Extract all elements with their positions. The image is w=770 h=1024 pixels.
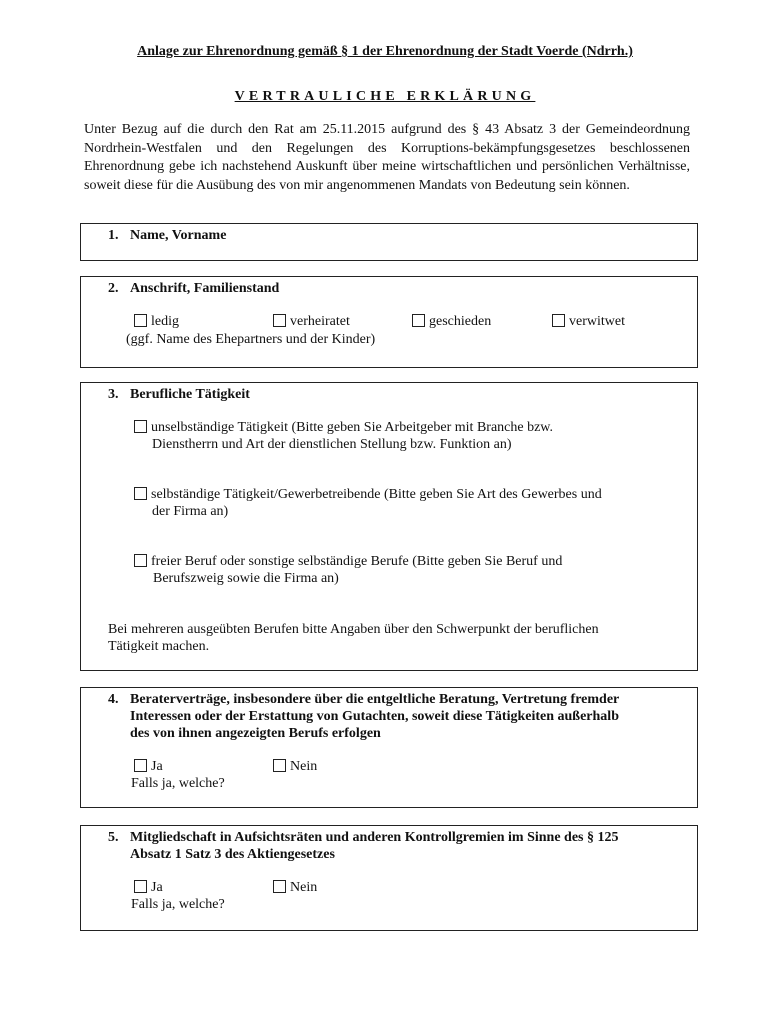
section-4-title-line2: Interessen oder der Erstattung von Gutachten, soweit diese Tätigkeiten außerhalb <box>130 709 619 724</box>
option-geschieden-label: geschieden <box>429 314 492 329</box>
section-3-title: Berufliche Tätigkeit <box>130 387 250 402</box>
checkbox-geschieden[interactable] <box>412 314 425 327</box>
checkbox-employed[interactable] <box>134 420 147 433</box>
option-supervisory-no-label: Nein <box>290 880 318 895</box>
spouse-children-note: (ggf. Name des Ehepartners und der Kinder) <box>126 332 376 347</box>
checkbox-supervisory-yes[interactable] <box>134 880 147 893</box>
option-ledig[interactable] <box>134 313 179 330</box>
section-5-title-line2: Absatz 1 Satz 3 des Aktiengesetzes <box>130 847 335 862</box>
option-supervisory-yes[interactable] <box>134 879 163 896</box>
section-4-number: 4. <box>108 692 119 707</box>
section-3-number: 3. <box>108 387 119 402</box>
option-employed-line1: unselbständige Tätigkeit (Bitte geben Sie Arbeitgeber mit Branche bzw. <box>151 420 554 435</box>
option-consulting-yes-label: Ja <box>151 759 163 774</box>
section-4-title-line1: Beraterverträge, insbesondere über die entgeltliche Beratung, Vertretung fremder <box>130 692 620 707</box>
option-self-employed-line2: der Firma an) <box>152 504 229 519</box>
option-freelance-line2: Berufszweig sowie die Firma an) <box>153 571 339 586</box>
option-freelance-line1: freier Beruf oder sonstige selbständige Berufe (Bitte geben Sie Beruf und <box>151 554 563 569</box>
option-verwitwet-label: verwitwet <box>569 314 625 329</box>
section-supervisory-box <box>80 825 698 931</box>
option-self-employed-line1: selbständige Tätigkeit/Gewerbetreibende (Bitte geben Sie Art des Gewerbes und <box>151 487 602 502</box>
option-supervisory-yes-label: Ja <box>151 880 163 895</box>
multiple-occupations-note-line2: Tätigkeit machen. <box>108 639 210 654</box>
option-freelance[interactable] <box>134 553 562 570</box>
option-consulting-no[interactable] <box>273 758 317 775</box>
option-verheiratet[interactable] <box>273 313 350 330</box>
option-employed[interactable] <box>134 419 553 436</box>
checkbox-consulting-no[interactable] <box>273 759 286 772</box>
option-ledig-label: ledig <box>151 314 179 329</box>
option-verwitwet[interactable] <box>552 313 625 330</box>
section-5-number: 5. <box>108 830 119 845</box>
option-consulting-yes[interactable] <box>134 758 163 775</box>
supervisory-followup: Falls ja, welche? <box>131 897 225 912</box>
section-5-title-line1: Mitgliedschaft in Aufsichtsräten und anderen Kontrollgremien im Sinne des § 125 <box>130 830 619 845</box>
option-self-employed[interactable] <box>134 486 602 503</box>
option-geschieden[interactable] <box>412 313 491 330</box>
section-2-number: 2. <box>108 281 119 296</box>
section-2-title: Anschrift, Familienstand <box>130 281 280 296</box>
section-address-box <box>80 276 698 368</box>
checkbox-ledig[interactable] <box>134 314 147 327</box>
intro-paragraph: Unter Bezug auf die durch den Rat am 25.11.2015 aufgrund des § 43 Absatz 3 der Gemeindeordnung Nordrhein-Westfalen und den Regelungen des Korruptions-bekämpfungsgesetzes beschlossenen Ehrenordnung gebe ich nachstehend Auskunft über meine wirtschaftlichen und persönlichen Verhältnisse, soweit diese für die Ausübung des von mir angenommenen Mandats von Bedeutung sein können. <box>84 122 690 193</box>
section-occupation-box <box>80 382 698 671</box>
section-4-title-line3: des von ihnen angezeigten Berufs erfolgen <box>130 726 381 741</box>
checkbox-self-employed[interactable] <box>134 487 147 500</box>
checkbox-freelance[interactable] <box>134 554 147 567</box>
checkbox-consulting-yes[interactable] <box>134 759 147 772</box>
option-verheiratet-label: verheiratet <box>290 314 350 329</box>
option-employed-line2: Dienstherrn und Art der dienstlichen Stellung bzw. Funktion an) <box>152 437 512 452</box>
section-1-title: Name, Vorname <box>130 228 227 243</box>
option-consulting-no-label: Nein <box>290 759 318 774</box>
checkbox-verwitwet[interactable] <box>552 314 565 327</box>
appendix-title: Anlage zur Ehrenordnung gemäß § 1 der Ehrenordnung der Stadt Voerde (Ndrrh.) <box>137 44 633 59</box>
section-1-number: 1. <box>108 228 119 243</box>
section-name-box <box>80 223 698 261</box>
checkbox-verheiratet[interactable] <box>273 314 286 327</box>
consulting-followup: Falls ja, welche? <box>131 776 225 791</box>
form-title: VERTRAULICHE ERKLÄRUNG <box>234 89 536 104</box>
multiple-occupations-note-line1: Bei mehreren ausgeübten Berufen bitte Angaben über den Schwerpunkt der beruflichen <box>108 622 599 637</box>
checkbox-supervisory-no[interactable] <box>273 880 286 893</box>
section-consulting-box <box>80 687 698 808</box>
option-supervisory-no[interactable] <box>273 879 317 896</box>
